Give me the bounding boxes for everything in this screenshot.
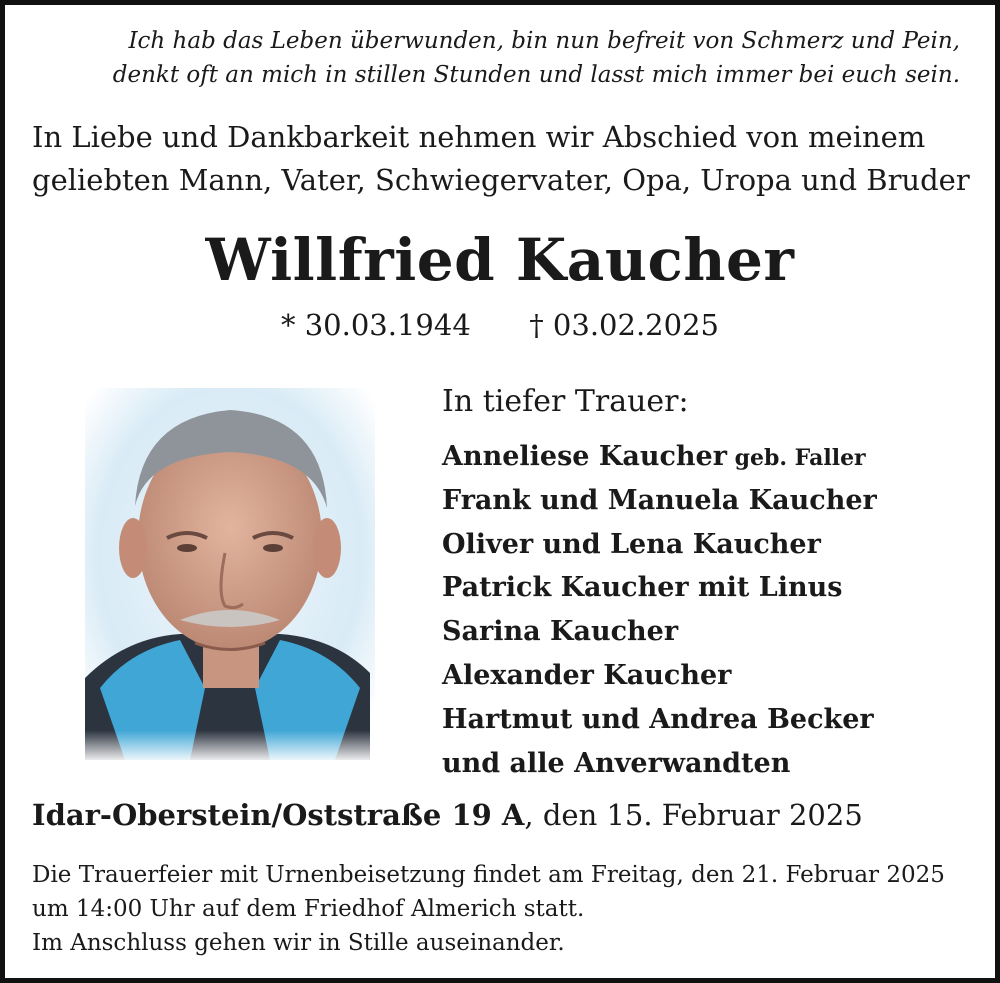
- poem: [113, 24, 960, 92]
- mourner: Anneliese Kaucher geb. Faller: [442, 441, 866, 472]
- place-and-date: [32, 798, 863, 832]
- notes-line-2: um 14:00 Uhr auf dem Friedhof Almerich statt.: [32, 896, 585, 922]
- service-notes: [32, 858, 945, 960]
- notes-line-3: Im Anschluss gehen wir in Stille auseinander.: [32, 930, 565, 956]
- intro-line-2: geliebten Mann, Vater, Schwiegervater, Opa, Uropa und Bruder: [32, 163, 970, 197]
- death-date: † 03.02.2025: [529, 308, 719, 342]
- mourner: Frank und Manuela Kaucher: [442, 484, 877, 516]
- mourner: Hartmut und Andrea Becker: [442, 703, 874, 735]
- mourner: und alle Anverwandten: [442, 747, 791, 779]
- intro-text: [32, 116, 970, 202]
- mourning-heading: In tiefer Trauer:: [442, 384, 689, 419]
- intro-line-1: In Liebe und Dankbarkeit nehmen wir Abschied von meinem: [32, 120, 926, 154]
- poem-line-1: Ich hab das Leben überwunden, bin nun befreit von Schmerz und Pein,: [128, 28, 960, 54]
- life-dates: [0, 308, 1000, 342]
- birth-date: * 30.03.1944: [281, 308, 471, 342]
- mourner: Patrick Kaucher mit Linus: [442, 572, 843, 604]
- mourner: Alexander Kaucher: [442, 659, 732, 691]
- mourners-list: [442, 436, 877, 786]
- poem-line-2: denkt oft an mich in stillen Stunden und lasst mich immer bei euch sein.: [112, 62, 960, 88]
- mourner: Oliver und Lena Kaucher: [442, 528, 821, 560]
- deceased-name: Willfried Kaucher: [205, 226, 795, 294]
- portrait-photo: [85, 388, 375, 760]
- mourner: Sarina Kaucher: [442, 616, 679, 648]
- notice-date: , den 15. Februar 2025: [524, 798, 863, 832]
- notes-line-1: Die Trauerfeier mit Urnenbeisetzung findet am Freitag, den 21. Februar 2025: [32, 862, 945, 888]
- address: Idar-Oberstein/Oststraße 19 A: [32, 798, 525, 832]
